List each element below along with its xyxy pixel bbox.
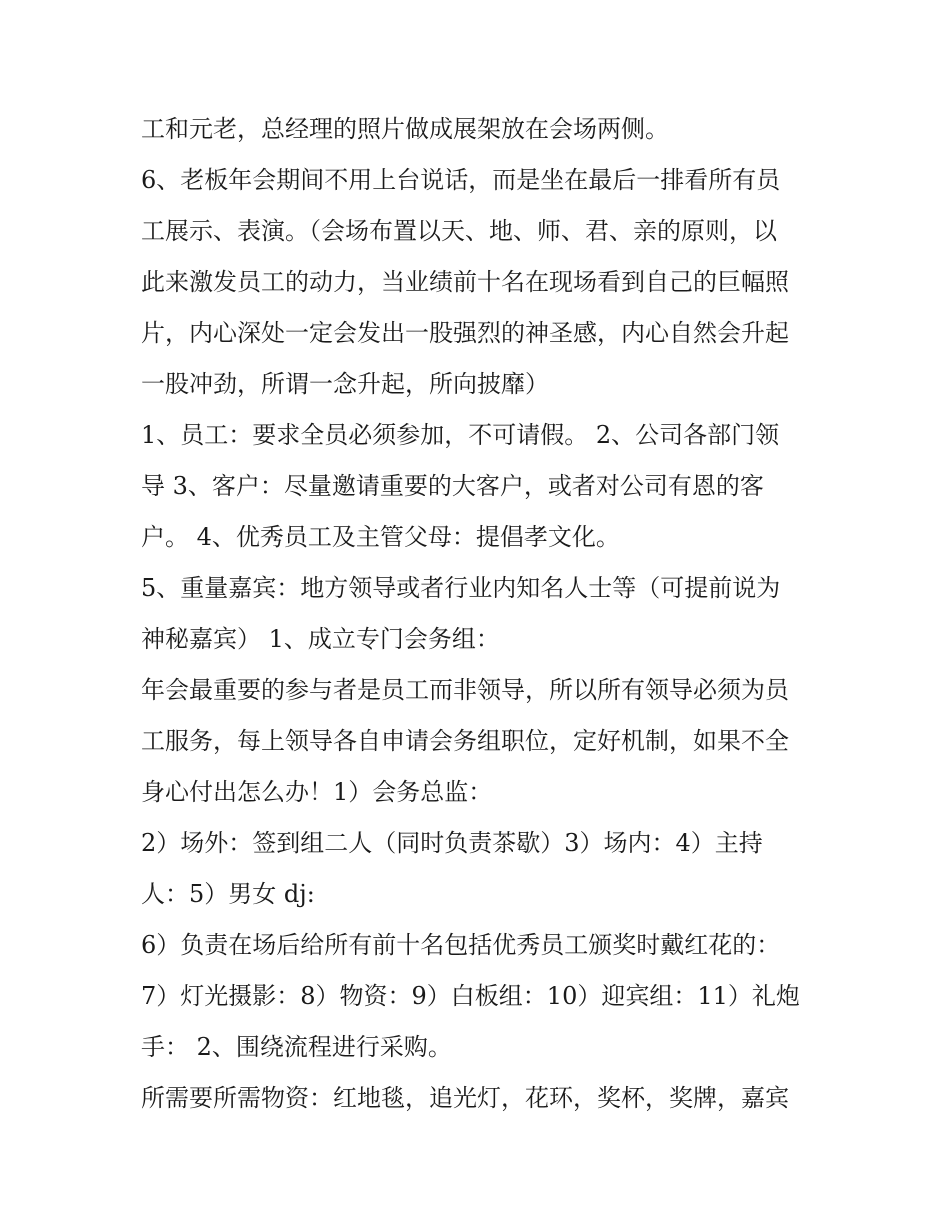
- document-body: [141, 104, 821, 1124]
- text-line: 神秘嘉宾） 1、成立专门会务组：: [141, 625, 500, 653]
- text-line: 工和元老，总经理的照片做成展架放在会场两侧。: [141, 115, 669, 143]
- text-line: 身心付出怎么办！1）会务总监：: [141, 778, 493, 806]
- text-line: 导 3、客户：尽量邀请重要的大客户，或者对公司有恩的客: [141, 472, 764, 500]
- text-line: 工服务，每上领导各自申请会务组职位，定好机制，如果不全: [141, 727, 789, 755]
- text-line: 7）灯光摄影：8）物资：9）白板组：10）迎宾组：11）礼炮: [141, 982, 800, 1010]
- text-line: 6）负责在场后给所有前十名包括优秀员工颁奖时戴红花的：: [141, 931, 781, 959]
- text-line: 年会最重要的参与者是员工而非领导，所以所有领导必须为员: [141, 676, 789, 704]
- text-line: 工展示、表演。（会场布置以天、地、师、君、亲的原则，以: [141, 217, 777, 245]
- text-line: 户。 4、优秀员工及主管父母：提倡孝文化。: [141, 523, 620, 551]
- text-line: 此来激发员工的动力，当业绩前十名在现场看到自己的巨幅照: [141, 268, 789, 296]
- text-line: 5、重量嘉宾：地方领导或者行业内知名人士等（可提前说为: [141, 574, 781, 602]
- text-line: 手： 2、围绕流程进行采购。: [141, 1033, 452, 1061]
- text-line: 1、员工：要求全员必须参加，不可请假。 2、公司各部门领: [141, 421, 780, 449]
- text-line: 一股冲劲，所谓一念升起，所向披靡）: [141, 370, 549, 398]
- text-line: 人：5）男女 dj:: [141, 880, 315, 908]
- text-line: 所需要所需物资：红地毯，追光灯，花环，奖杯，奖牌，嘉宾: [141, 1084, 789, 1112]
- text-line: 6、老板年会期间不用上台说话，而是坐在最后一排看所有员: [141, 166, 781, 194]
- text-line: 片，内心深处一定会发出一股强烈的神圣感，内心自然会升起: [141, 319, 789, 347]
- text-line: 2）场外：签到组二人（同时负责茶歇）3）场内：4）主持: [141, 829, 763, 857]
